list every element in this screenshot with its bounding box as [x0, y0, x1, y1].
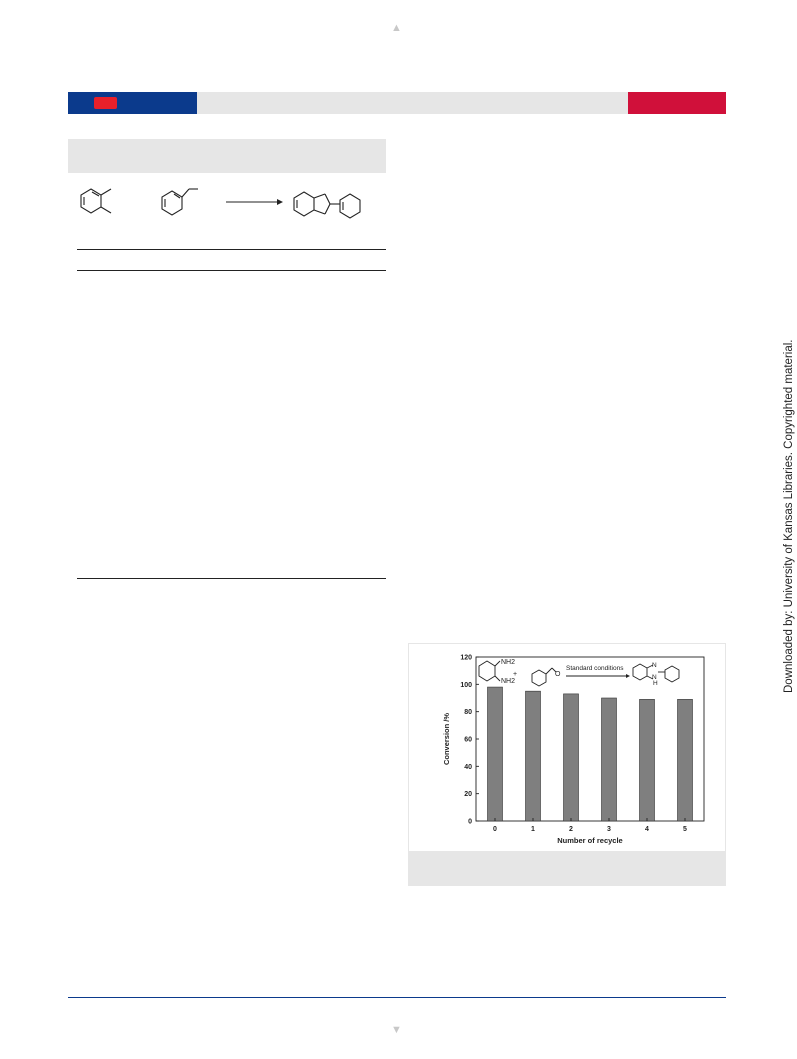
journal-logo-badge [94, 97, 117, 109]
product-n-label-2: N [652, 674, 657, 681]
arrow-label: Standard conditions [566, 665, 624, 672]
y-tick-label: 20 [464, 791, 472, 799]
previous-page-icon[interactable]: ▲ [391, 22, 402, 34]
y-tick-label: 40 [464, 763, 472, 771]
bar-recycle-5 [678, 699, 693, 821]
amine-label-2: NH2 [501, 678, 516, 685]
aldehyde-o-label: O [555, 671, 561, 678]
table-caption-block [68, 139, 386, 173]
x-tick-label: 3 [607, 826, 611, 833]
bar-recycle-3 [602, 698, 617, 821]
x-tick-label: 4 [645, 826, 649, 833]
y-axis-label: Conversion /% [442, 712, 451, 766]
bar-recycle-0 [488, 687, 503, 821]
x-tick-label: 0 [493, 826, 497, 833]
amine-label-1: NH2 [501, 659, 516, 666]
bar-recycle-1 [526, 691, 541, 821]
figure-caption-block [408, 851, 726, 886]
y-tick-label: 0 [468, 818, 472, 826]
plus-sign: + [513, 671, 518, 678]
footer-rule [68, 997, 726, 998]
next-page-icon[interactable]: ▼ [391, 1024, 402, 1036]
x-tick-label: 2 [569, 826, 573, 833]
x-axis-label: Number of recycle [557, 836, 623, 845]
product-n-label-1: N [652, 662, 657, 669]
table-top-rule [77, 249, 386, 250]
bar-recycle-4 [640, 699, 655, 821]
y-tick-label: 80 [464, 709, 472, 717]
y-tick-label: 120 [460, 654, 472, 662]
table-reaction-scheme [68, 176, 386, 226]
y-tick-label: 60 [464, 736, 472, 744]
x-tick-label: 1 [531, 826, 535, 833]
table-bottom-rule [77, 578, 386, 579]
bar-recycle-2 [564, 694, 579, 821]
download-notice: Downloaded by: University of Kansas Libraries. Copyrighted material. [783, 339, 795, 693]
journal-header-left-block [68, 92, 197, 114]
table-header-rule [77, 270, 386, 271]
y-tick-label: 100 [460, 681, 472, 689]
journal-header-middle-block [197, 92, 628, 114]
recycle-bar-chart [408, 643, 726, 851]
journal-header-right-block [628, 92, 726, 114]
product-h-label: H [653, 680, 658, 687]
x-tick-label: 5 [683, 826, 687, 833]
